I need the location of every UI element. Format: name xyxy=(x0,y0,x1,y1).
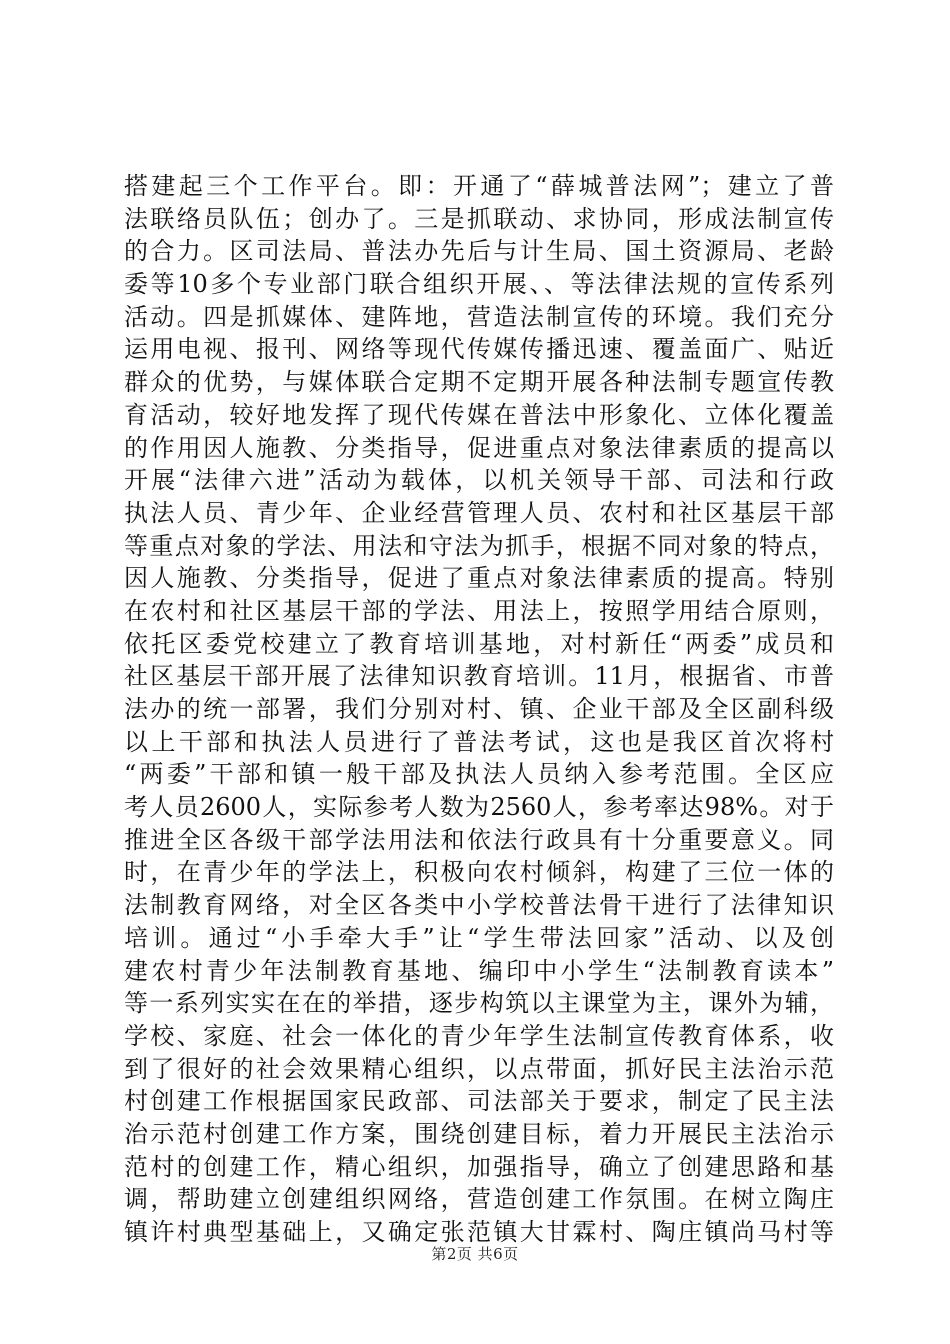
text-line: 因人施教、分类指导，促进了重点对象法律素质的提高。特别 xyxy=(124,564,834,593)
text-line: 搭建起三个工作平台。即：开通了“薛城普法网”；建立了普 xyxy=(124,172,834,200)
text-line: 法办的统一部署，我们分别对村、镇、企业干部及全区副科级 xyxy=(124,695,834,723)
text-line: 村创建工作根据国家民政部、司法部关于要求，制定了民主法 xyxy=(124,1087,834,1116)
text-line: 法联络员队伍；创办了。三是抓联动、求协同，形成法制宣传 xyxy=(124,204,834,233)
text-line: 依托区委党校建立了教育培训基地，对村新任“两委”成员和 xyxy=(124,629,834,658)
text-line: 到了很好的社会效果精心组织，以点带面，抓好民主法治示范 xyxy=(124,1054,834,1083)
text-line: 的作用因人施教、分类指导，促进重点对象法律素质的提高以 xyxy=(124,433,834,462)
page-footer: 第2页 共6页 xyxy=(431,1245,519,1263)
body-text xyxy=(124,170,834,1249)
text-line: 学校、家庭、社会一体化的青少年学生法制宣传教育体系，收 xyxy=(124,1021,834,1050)
text-line: 的合力。区司法局、普法办先后与计生局、国土资源局、老龄 xyxy=(124,237,834,266)
text-line: “两委”干部和镇一般干部及执法人员纳入参考范围。全区应 xyxy=(124,760,834,789)
text-line: 运用电视、报刊、网络等现代传媒传播迅速、覆盖面广、贴近 xyxy=(124,335,834,364)
text-line: 时，在青少年的学法上，积极向农村倾斜，构建了三位一体的 xyxy=(124,858,834,887)
text-line: 以上干部和执法人员进行了普法考试，这也是我区首次将村 xyxy=(124,727,834,756)
text-line: 活动。四是抓媒体、建阵地，营造法制宣传的环境。我们充分 xyxy=(124,302,834,331)
text-line: 调，帮助建立创建组织网络，营造创建工作氛围。在树立陶庄 xyxy=(124,1185,834,1214)
text-line: 等重点对象的学法、用法和守法为抓手，根据不同对象的特点， xyxy=(124,531,834,560)
text-line: 镇许村典型基础上，又确定张范镇大甘霖村、陶庄镇尚马村等 xyxy=(124,1218,834,1246)
text-line: 社区基层干部开展了法律知识教育培训。11月，根据省、市普 xyxy=(124,662,834,691)
text-line: 执法人员、青少年、企业经营管理人员、农村和社区基层干部 xyxy=(124,498,834,527)
text-line: 范村的创建工作，精心组织，加强指导，确立了创建思路和基 xyxy=(124,1152,834,1181)
text-line: 开展“法律六进”活动为载体，以机关领导干部、司法和行政 xyxy=(124,466,834,495)
text-line: 治示范村创建工作方案，围绕创建目标，着力开展民主法治示 xyxy=(124,1119,834,1148)
text-line: 群众的优势，与媒体联合定期不定期开展各种法制专题宣传教 xyxy=(124,368,834,397)
text-line: 法制教育网络，对全区各类中小学校普法骨干进行了法律知识 xyxy=(124,891,834,920)
text-line: 在农村和社区基层干部的学法、用法上，按照学用结合原则， xyxy=(124,596,834,625)
text-line: 推进全区各级干部学法用法和依法行政具有十分重要意义。同 xyxy=(124,825,834,854)
text-line: 委等10多个专业部门联合组织开展、、等法律法规的宣传系列 xyxy=(124,270,834,299)
text-line: 育活动，较好地发挥了现代传媒在普法中形象化、立体化覆盖 xyxy=(124,400,834,429)
text-line: 建农村青少年法制教育基地、编印中小学生“法制教育读本” xyxy=(124,956,834,985)
text-line: 培训。通过“小手牵大手”让“学生带法回家”活动、以及创 xyxy=(124,923,834,952)
text-line: 考人员2600人，实际参考人数为2560人，参考率达98%。对于 xyxy=(124,793,834,822)
text-line: 等一系列实实在在的举措，逐步构筑以主课堂为主，课外为辅， xyxy=(124,989,834,1018)
